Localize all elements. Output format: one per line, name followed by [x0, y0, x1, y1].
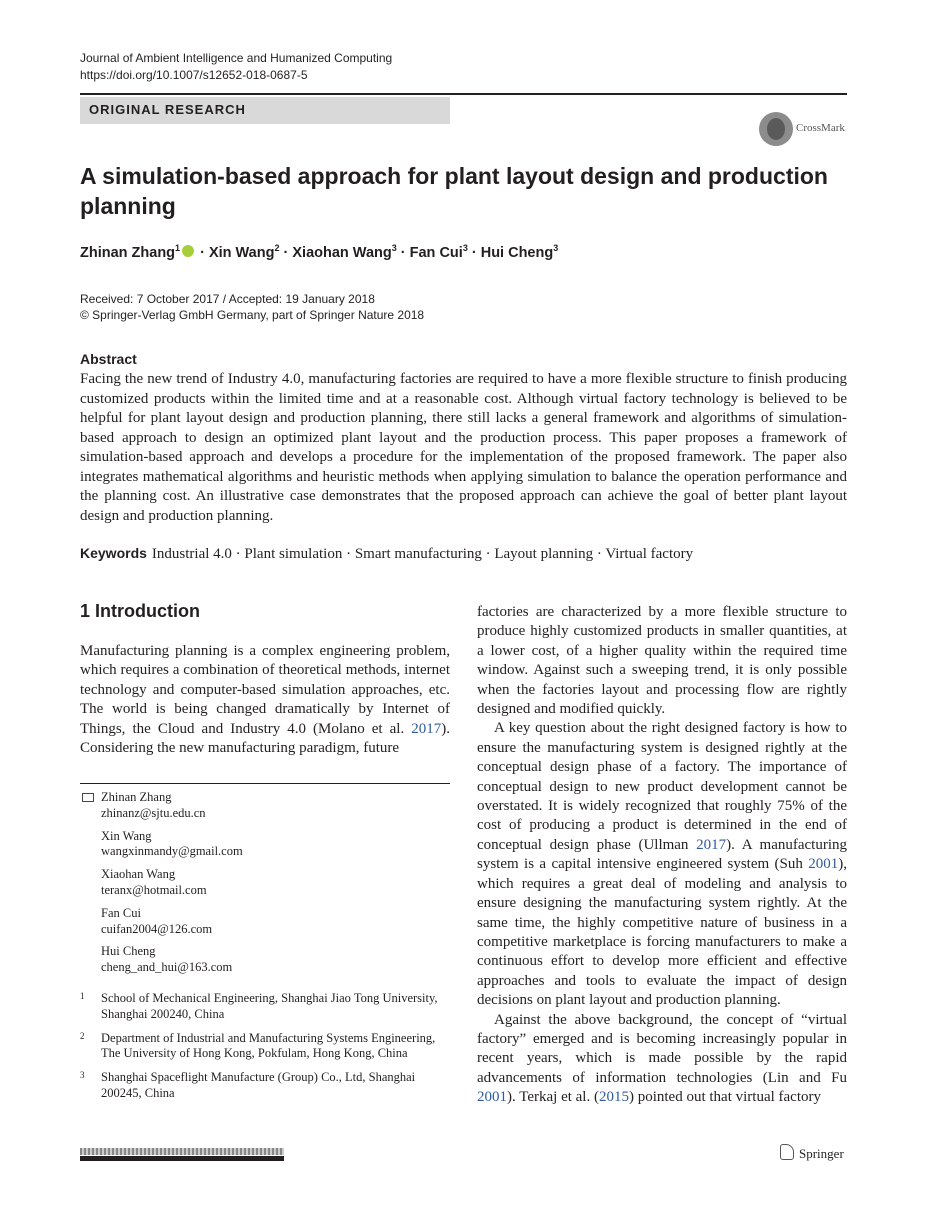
paragraph-text: Manufacturing planning is a complex engineering problem, which requires a combination of theoretical methods, internet technology and computer-based simulation approaches, etc. The world is being changed dramatically by Internet of Things, the Cloud and Industry 4.0 (Molano et al. — [80, 643, 450, 737]
contact-entry — [80, 867, 450, 899]
affiliation-ref: 3 — [391, 243, 397, 253]
author-list: Zhinan Zhang$^1$ · Xin Wang$^2$ · Xiaohan Wang$^3$ · Fan Cui$^3$ · Hui Cheng$^3$ — [80, 243, 559, 261]
left-column — [80, 642, 450, 758]
citation-link[interactable]: 2015 — [598, 1089, 629, 1106]
right-column — [477, 603, 847, 1108]
citation-link[interactable]: 2001 — [477, 1089, 507, 1106]
article-title: A simulation-based approach for plant layout design and production planning — [80, 163, 828, 219]
keywords-label: Keywords — [80, 545, 147, 561]
abstract-heading: Abstract — [80, 351, 137, 367]
crossmark-label: CrossMark — [796, 122, 845, 134]
contact-email[interactable]: cheng_and_hui@163.com — [101, 960, 233, 975]
paragraph-text: ). A manufacturing system is a capital intensive engineered system (Suh — [477, 836, 847, 873]
paragraph-text: A key question about the right designed factory is how to ensure the manufacturing system is designed rightly at the conceptual design phase of a factory. The importance of conceptual design to new product development cannot be overstated. It is widely recognized that roughly 75% of the cost of producing a product is determined in the end of conceptual design phase (Ullman — [477, 720, 847, 853]
paragraph — [80, 642, 450, 758]
publisher-name: Springer — [799, 1146, 844, 1161]
contact-email[interactable]: zhinanz@sjtu.edu.cn — [101, 805, 206, 820]
section-heading: 1 Introduction — [80, 601, 200, 621]
article-dates — [80, 291, 424, 323]
contact-entry — [80, 944, 450, 976]
article-type-label: ORIGINAL RESEARCH — [89, 102, 246, 117]
paragraph-text: ). Terkaj et al. ( — [507, 1089, 599, 1106]
affiliation — [80, 991, 450, 1023]
header-rule — [80, 93, 847, 95]
affiliation — [80, 1070, 450, 1102]
journal-header — [80, 50, 392, 84]
doi-link[interactable]: https://doi.org/10.1007/s12652-018-0687-5 — [80, 68, 308, 82]
citation-link[interactable]: 2001 — [808, 856, 839, 873]
received-accepted: Received: 7 October 2017 / Accepted: 19 January 2018 — [80, 292, 375, 306]
contact-entry — [80, 829, 450, 861]
affiliation-ref: 3 — [553, 243, 559, 253]
paragraph-text: ) pointed out that virtual factory — [628, 1089, 821, 1106]
paragraph — [477, 1011, 847, 1108]
paragraph-text: ). Considering the new manufacturing paradigm, future — [80, 720, 450, 757]
article-type-badge — [80, 97, 450, 124]
affiliation-ref: 3 — [462, 243, 468, 253]
contact-name: Zhinan Zhang — [101, 790, 172, 804]
contact-email[interactable]: cuifan2004@126.com — [101, 921, 213, 936]
citation-link[interactable]: 2017 — [696, 836, 727, 853]
crossmark-button[interactable] — [759, 112, 849, 146]
affiliation-text: Department of Industrial and Manufacturing Systems Engineering, The University of Hong Kong, Pokfulam, Hong Kong, China — [101, 1030, 436, 1061]
publisher-logo — [780, 1144, 844, 1162]
paragraph-text: ), which requires a great deal of modeling and analysis to ensure designing the manufacturing system rightly. At the same time, the highly competitive nature of business in a competitive marketplace is forcing manufacturers to make a continuous effort to develop more efficient and effective approaches and tools to evaluate the impact of design decisions on plant layout and production planning. — [477, 856, 847, 1009]
author-name[interactable]: Fan Cui — [409, 244, 463, 261]
contact-email[interactable]: teranx@hotmail.com — [101, 882, 207, 897]
contact-entry — [80, 790, 450, 822]
contact-name: Xin Wang — [101, 828, 152, 843]
contact-name: Fan Cui — [101, 905, 141, 920]
paragraph-text: Against the above background, the concept of “virtual factory” emerged and is becoming increasingly popular in recent years, which is made possible by the rapid advancements of information technologies (Lin and Fu — [477, 1011, 847, 1086]
barcode-bar — [80, 1156, 284, 1161]
keywords — [80, 545, 847, 563]
barcode-strip — [80, 1148, 284, 1162]
contact-name: Xiaohan Wang — [101, 867, 176, 882]
crossmark-icon — [759, 112, 793, 146]
citation-link[interactable]: 2017 — [411, 720, 442, 737]
affiliation-ref: 1 — [175, 243, 181, 253]
springer-horse-icon — [780, 1144, 794, 1160]
affiliation-text: Shanghai Spaceflight Manufacture (Group) Co., Ltd, Shanghai 200245, China — [101, 1070, 416, 1100]
journal-name: Journal of Ambient Intelligence and Humanized Computing — [80, 51, 393, 65]
paragraph: factories are characterized by a more flexible structure to produce highly customized products in smaller quantities, at a lower cost, of a higher quality within the required time window. Against such a sweeping trend, it is only possible when the factories layout and processing flow are rightly designed and modified quickly. — [477, 604, 847, 718]
affiliation-number: 1 — [80, 990, 85, 1001]
author-name[interactable]: Zhinan Zhang — [80, 244, 176, 261]
keywords-list: Industrial 4.0 · Plant simulation · Smart manufacturing · Layout planning · Virtual factory — [151, 546, 694, 562]
barcode-pattern — [80, 1148, 284, 1155]
paragraph — [477, 719, 847, 1010]
affiliation-ref: 2 — [274, 243, 280, 253]
affiliation — [80, 1031, 450, 1063]
affiliation-text: School of Mechanical Engineering, Shanghai Jiao Tong University, Shanghai 200240, China — [101, 990, 438, 1021]
contact-name: Hui Cheng — [101, 944, 156, 959]
contact-email[interactable]: wangxinmandy@gmail.com — [101, 844, 243, 859]
abstract-text: Facing the new trend of Industry 4.0, manufacturing factories are required to have a more flexible structure to finish producing customized products within the limited time and at a reasonable cost. Although virtual factory technology is believed to be helpful for plant layout design and production planning, there still lacks a general framework and algorithms of simulation-based approach to design an optimized plant layout and the production process. This paper proposes a framework of simulation-based approach and develops a procedure for the implementation of the proposed framework. The paper also integrates mathematical algorithms and heuristic methods when applying simulation to balance the operation performance and the planning cost. An illustrative case demonstrates that the proposed approach can achieve the goal of better plant layout design and production planning. — [80, 371, 847, 524]
contact-list — [80, 790, 450, 1110]
author-name[interactable]: Hui Cheng — [480, 244, 554, 261]
contact-entry — [80, 906, 450, 938]
affiliation-number: 2 — [80, 1030, 85, 1041]
author-name[interactable]: Xiaohan Wang — [292, 244, 392, 261]
footnote-rule — [80, 783, 450, 784]
author-name[interactable]: Xin Wang — [208, 244, 275, 261]
affiliation-number: 3 — [80, 1070, 85, 1081]
envelope-icon — [82, 793, 94, 802]
copyright-line: © Springer-Verlag GmbH Germany, part of Springer Nature 2018 — [80, 308, 425, 322]
orcid-icon[interactable] — [182, 245, 194, 257]
